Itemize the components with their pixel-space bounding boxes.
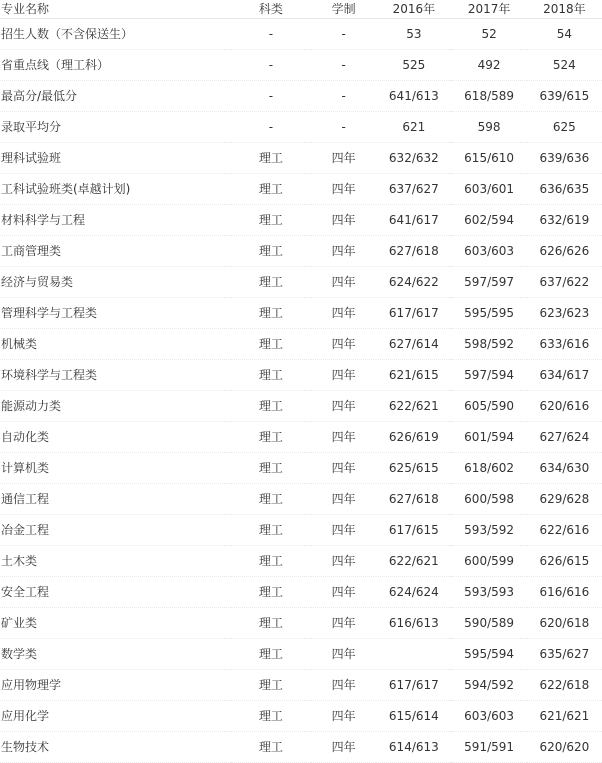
table-row xyxy=(0,267,602,298)
cell-duration: 四年 xyxy=(311,267,376,298)
cell-2016: 621 xyxy=(376,112,451,143)
cell-major: 自动化类 xyxy=(0,422,231,453)
cell-2017: 618/602 xyxy=(451,453,526,484)
cell-major: 冶金工程 xyxy=(0,515,231,546)
cell-2016: 622/621 xyxy=(376,546,451,577)
table-row xyxy=(0,236,602,267)
cell-2017: 593/593 xyxy=(451,577,526,608)
cell-major: 应用物理学 xyxy=(0,670,231,701)
cell-2016: 624/622 xyxy=(376,267,451,298)
cell-duration: 四年 xyxy=(311,453,376,484)
cell-2018: 626/615 xyxy=(527,546,602,577)
cell-2017: 52 xyxy=(451,19,526,50)
cell-2016: 621/615 xyxy=(376,360,451,391)
cell-major: 安全工程 xyxy=(0,577,231,608)
cell-2016: 614/613 xyxy=(376,732,451,763)
cell-major: 数学类 xyxy=(0,639,231,670)
cell-duration: - xyxy=(311,81,376,112)
cell-major: 经济与贸易类 xyxy=(0,267,231,298)
table-row xyxy=(0,19,602,50)
cell-duration: 四年 xyxy=(311,360,376,391)
header-major: 专业名称 xyxy=(0,0,231,19)
table-row xyxy=(0,360,602,391)
cell-2018: 627/624 xyxy=(527,422,602,453)
table-row xyxy=(0,670,602,701)
cell-category: 理工 xyxy=(231,143,311,174)
cell-2017: 603/603 xyxy=(451,236,526,267)
cell-duration: 四年 xyxy=(311,639,376,670)
cell-2016: 617/617 xyxy=(376,298,451,329)
cell-major: 管理科学与工程类 xyxy=(0,298,231,329)
cell-2016 xyxy=(376,639,451,670)
cell-2018: 524 xyxy=(527,50,602,81)
cell-2016: 627/618 xyxy=(376,236,451,267)
cell-major: 土木类 xyxy=(0,546,231,577)
table-body xyxy=(0,19,602,763)
cell-2018: 622/618 xyxy=(527,670,602,701)
cell-category: 理工 xyxy=(231,577,311,608)
cell-2017: 603/601 xyxy=(451,174,526,205)
header-row xyxy=(0,0,602,19)
cell-2016: 641/613 xyxy=(376,81,451,112)
cell-duration: 四年 xyxy=(311,546,376,577)
cell-major: 工商管理类 xyxy=(0,236,231,267)
cell-category: 理工 xyxy=(231,546,311,577)
cell-2018: 629/628 xyxy=(527,484,602,515)
cell-2017: 598/592 xyxy=(451,329,526,360)
cell-major: 机械类 xyxy=(0,329,231,360)
cell-2017: 595/594 xyxy=(451,639,526,670)
header-year-2017: 2017年 xyxy=(451,0,526,19)
cell-2017: 603/603 xyxy=(451,701,526,732)
cell-2018: 632/619 xyxy=(527,205,602,236)
cell-category: 理工 xyxy=(231,484,311,515)
cell-category: 理工 xyxy=(231,732,311,763)
table-row xyxy=(0,174,602,205)
table-row xyxy=(0,143,602,174)
cell-2018: 639/636 xyxy=(527,143,602,174)
cell-2016: 627/618 xyxy=(376,484,451,515)
header-duration: 学制 xyxy=(311,0,376,19)
cell-category: 理工 xyxy=(231,639,311,670)
cell-2016: 525 xyxy=(376,50,451,81)
cell-duration: - xyxy=(311,19,376,50)
cell-2017: 602/594 xyxy=(451,205,526,236)
cell-major: 材料科学与工程 xyxy=(0,205,231,236)
cell-2017: 618/589 xyxy=(451,81,526,112)
cell-major: 环境科学与工程类 xyxy=(0,360,231,391)
cell-2017: 492 xyxy=(451,50,526,81)
cell-major: 理科试验班 xyxy=(0,143,231,174)
cell-2018: 54 xyxy=(527,19,602,50)
cell-2018: 633/616 xyxy=(527,329,602,360)
cell-major: 生物技术 xyxy=(0,732,231,763)
cell-category: 理工 xyxy=(231,422,311,453)
cell-category: 理工 xyxy=(231,391,311,422)
cell-duration: 四年 xyxy=(311,298,376,329)
cell-2018: 616/616 xyxy=(527,577,602,608)
cell-category: 理工 xyxy=(231,670,311,701)
cell-duration: - xyxy=(311,112,376,143)
cell-major: 计算机类 xyxy=(0,453,231,484)
cell-2017: 593/592 xyxy=(451,515,526,546)
cell-2018: 637/622 xyxy=(527,267,602,298)
cell-category: - xyxy=(231,50,311,81)
cell-category: 理工 xyxy=(231,236,311,267)
table-row xyxy=(0,608,602,639)
cell-2017: 598 xyxy=(451,112,526,143)
cell-2018: 626/626 xyxy=(527,236,602,267)
table-row xyxy=(0,391,602,422)
cell-category: - xyxy=(231,81,311,112)
cell-2017: 590/589 xyxy=(451,608,526,639)
table-row xyxy=(0,329,602,360)
header-year-2018: 2018年 xyxy=(527,0,602,19)
table-row xyxy=(0,701,602,732)
cell-duration: 四年 xyxy=(311,422,376,453)
header-category: 科类 xyxy=(231,0,311,19)
cell-2016: 625/615 xyxy=(376,453,451,484)
cell-major: 矿业类 xyxy=(0,608,231,639)
cell-duration: 四年 xyxy=(311,329,376,360)
table-row xyxy=(0,639,602,670)
cell-2016: 641/617 xyxy=(376,205,451,236)
cell-2017: 591/591 xyxy=(451,732,526,763)
header-year-2016: 2016年 xyxy=(376,0,451,19)
table-row xyxy=(0,81,602,112)
table-row xyxy=(0,732,602,763)
cell-category: 理工 xyxy=(231,453,311,484)
table-row xyxy=(0,298,602,329)
cell-major: 工科试验班类(卓越计划) xyxy=(0,174,231,205)
cell-2018: 622/616 xyxy=(527,515,602,546)
cell-2018: 625 xyxy=(527,112,602,143)
table-row xyxy=(0,422,602,453)
cell-2017: 600/598 xyxy=(451,484,526,515)
cell-2018: 636/635 xyxy=(527,174,602,205)
cell-duration: 四年 xyxy=(311,205,376,236)
cell-duration: 四年 xyxy=(311,670,376,701)
cell-category: 理工 xyxy=(231,174,311,205)
cell-duration: 四年 xyxy=(311,236,376,267)
cell-major: 招生人数（不含保送生） xyxy=(0,19,231,50)
table-row xyxy=(0,515,602,546)
cell-major: 能源动力类 xyxy=(0,391,231,422)
cell-2018: 623/623 xyxy=(527,298,602,329)
cell-2016: 624/624 xyxy=(376,577,451,608)
cell-major: 录取平均分 xyxy=(0,112,231,143)
cell-2016: 632/632 xyxy=(376,143,451,174)
cell-2016: 627/614 xyxy=(376,329,451,360)
cell-2016: 616/613 xyxy=(376,608,451,639)
cell-category: 理工 xyxy=(231,515,311,546)
cell-duration: 四年 xyxy=(311,391,376,422)
cell-duration: 四年 xyxy=(311,577,376,608)
cell-2016: 53 xyxy=(376,19,451,50)
cell-2018: 620/620 xyxy=(527,732,602,763)
cell-2018: 634/630 xyxy=(527,453,602,484)
cell-2017: 597/597 xyxy=(451,267,526,298)
cell-2016: 617/617 xyxy=(376,670,451,701)
cell-category: 理工 xyxy=(231,329,311,360)
cell-duration: 四年 xyxy=(311,174,376,205)
table-row xyxy=(0,112,602,143)
cell-2018: 620/618 xyxy=(527,608,602,639)
cell-2018: 620/616 xyxy=(527,391,602,422)
cell-2016: 617/615 xyxy=(376,515,451,546)
cell-2018: 635/627 xyxy=(527,639,602,670)
cell-duration: 四年 xyxy=(311,143,376,174)
table-row xyxy=(0,50,602,81)
cell-2017: 594/592 xyxy=(451,670,526,701)
cell-duration: 四年 xyxy=(311,484,376,515)
cell-2018: 634/617 xyxy=(527,360,602,391)
cell-category: 理工 xyxy=(231,360,311,391)
table-row xyxy=(0,546,602,577)
cell-category: 理工 xyxy=(231,267,311,298)
table-row xyxy=(0,205,602,236)
cell-duration: 四年 xyxy=(311,732,376,763)
cell-2017: 605/590 xyxy=(451,391,526,422)
cell-2017: 601/594 xyxy=(451,422,526,453)
cell-major: 应用化学 xyxy=(0,701,231,732)
table-row xyxy=(0,577,602,608)
cell-category: 理工 xyxy=(231,701,311,732)
cell-duration: 四年 xyxy=(311,515,376,546)
cell-2017: 600/599 xyxy=(451,546,526,577)
cell-category: - xyxy=(231,19,311,50)
cell-major: 通信工程 xyxy=(0,484,231,515)
table-row xyxy=(0,453,602,484)
table-row xyxy=(0,484,602,515)
cell-2016: 622/621 xyxy=(376,391,451,422)
cell-duration: 四年 xyxy=(311,608,376,639)
cell-2018: 639/615 xyxy=(527,81,602,112)
cell-category: 理工 xyxy=(231,205,311,236)
cell-2018: 621/621 xyxy=(527,701,602,732)
cell-major: 最高分/最低分 xyxy=(0,81,231,112)
cell-2016: 615/614 xyxy=(376,701,451,732)
cell-2016: 626/619 xyxy=(376,422,451,453)
cell-category: 理工 xyxy=(231,298,311,329)
cell-2017: 597/594 xyxy=(451,360,526,391)
cell-duration: 四年 xyxy=(311,701,376,732)
cell-major: 省重点线（理工科） xyxy=(0,50,231,81)
cell-duration: - xyxy=(311,50,376,81)
cell-category: - xyxy=(231,112,311,143)
cell-2017: 595/595 xyxy=(451,298,526,329)
cell-2016: 637/627 xyxy=(376,174,451,205)
cell-category: 理工 xyxy=(231,608,311,639)
cell-2017: 615/610 xyxy=(451,143,526,174)
